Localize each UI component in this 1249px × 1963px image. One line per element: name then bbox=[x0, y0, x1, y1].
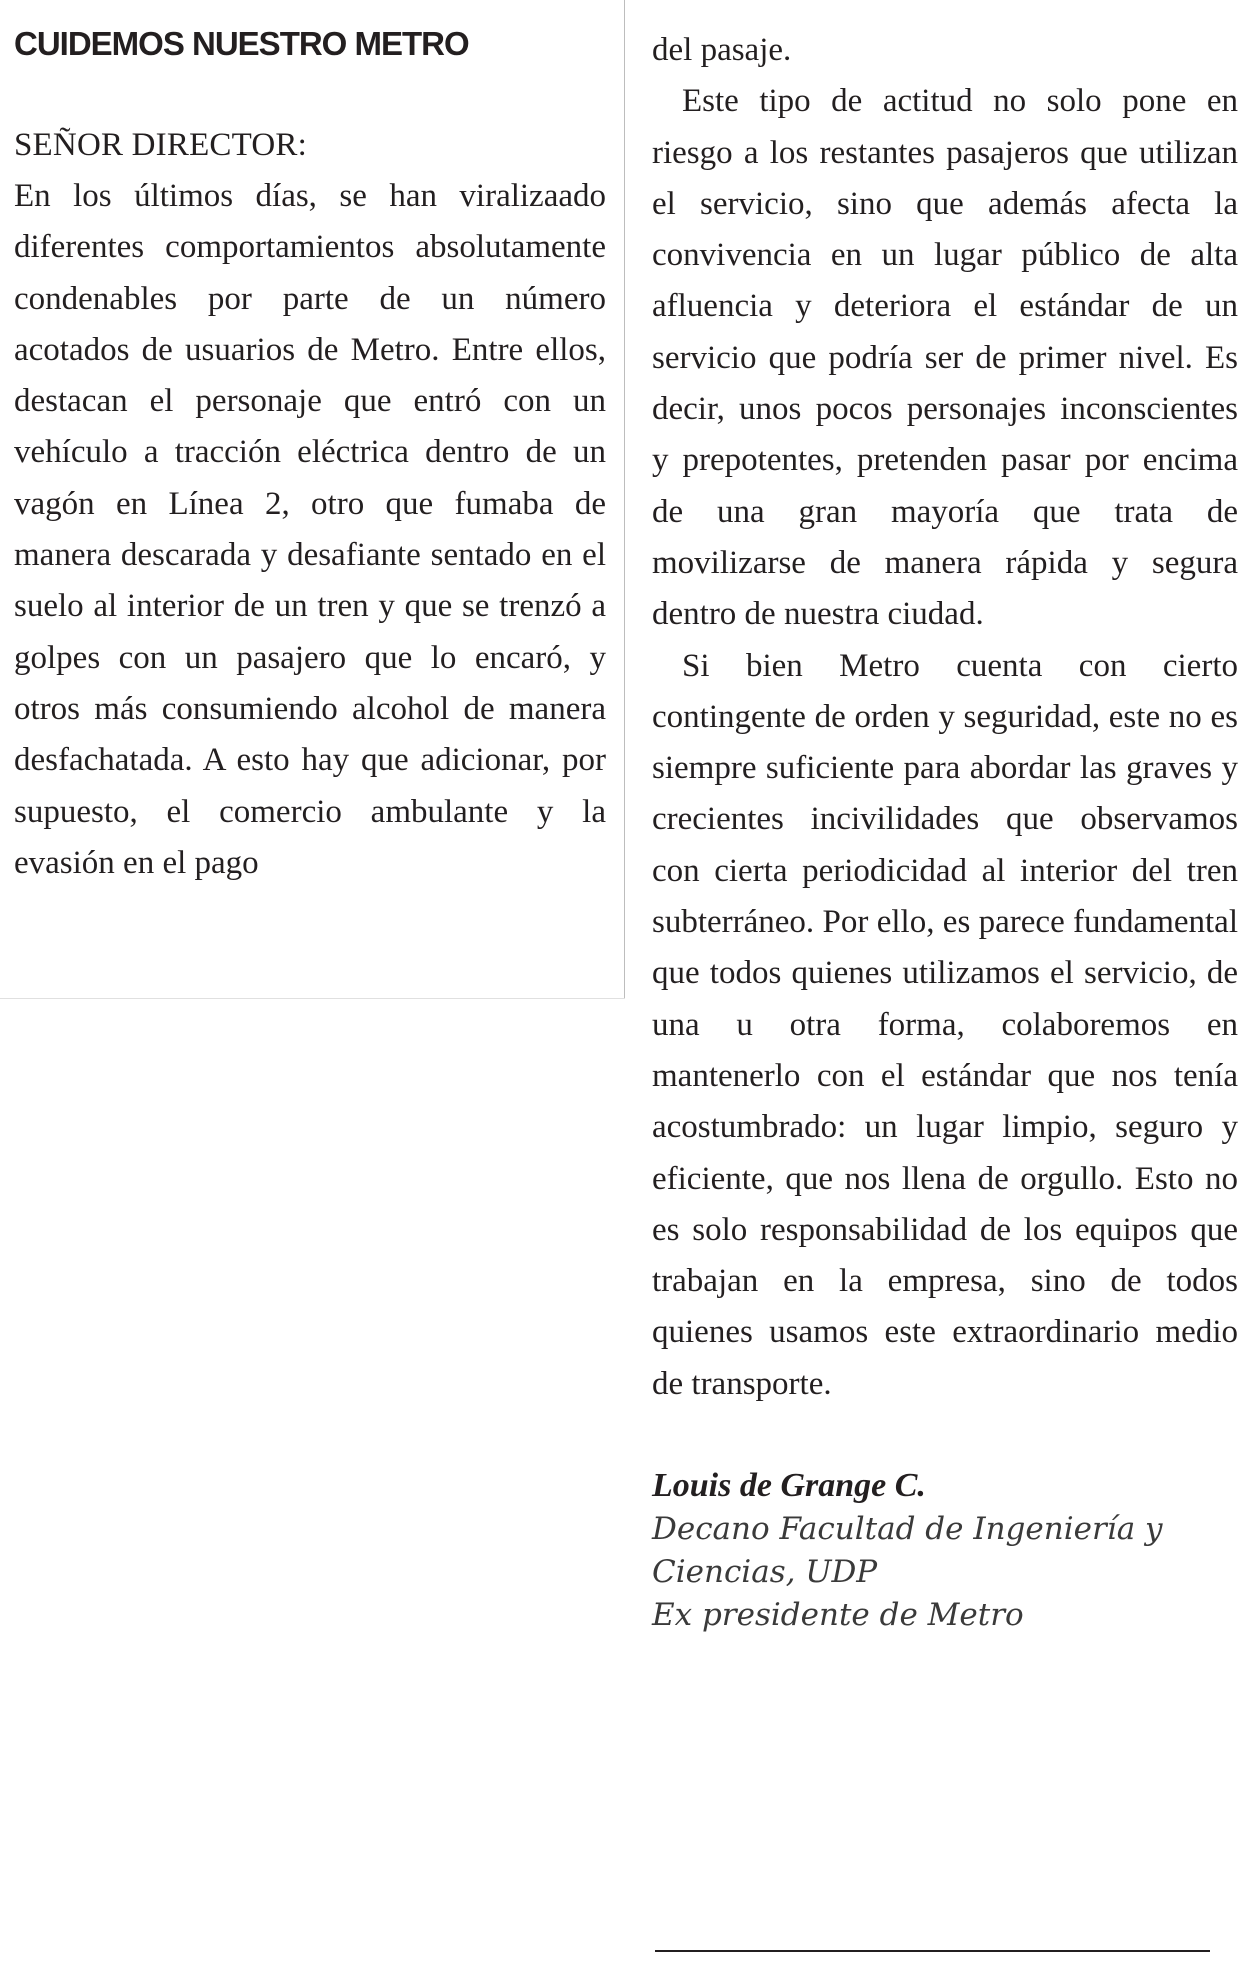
letter-body-continuation: del pasaje. bbox=[652, 32, 792, 68]
letter-signature bbox=[652, 1464, 1238, 1637]
signature-title-line-2: Ciencias, UDP bbox=[652, 1554, 878, 1591]
letter-salutation: SEÑOR DIRECTOR: bbox=[14, 127, 308, 163]
signature-title-line-1: Decano Facultad de Ingeniería y bbox=[652, 1511, 1163, 1548]
letter-paragraph-3: Si bien Metro cuenta con cierto contingente de orden y seguridad, este no es siempre suficiente para abordar las graves y crecientes incivilidades que observamos con cierta periodicidad al interior del tren subterráneo. Por ello, es parece fundamental que todos quienes utilizamos el servicio, de una u otra forma, colaboremos en mantenerlo con el estándar que nos tenía acostumbrado: un lugar limpio, seguro y eficiente, que nos llena de orgullo. Esto no es solo responsabilidad de los equipos que trabajan en la empresa, sino de todos quienes usamos este extraordinario medio de transporte. bbox=[652, 647, 1238, 1402]
right-column bbox=[652, 25, 1238, 1637]
left-column-bottom-edge bbox=[0, 998, 625, 999]
letter-headline: CUIDEMOS NUESTRO METRO bbox=[14, 25, 469, 62]
column-divider bbox=[624, 0, 625, 998]
signature-name: Louis de Grange C. bbox=[652, 1467, 926, 1505]
letter-body-part-1: En los últimos días, se han viralizaado diferentes comportamientos absolutamente condenables por parte de un número acotados de usuarios de Metro. Entre ellos, destacan el personaje que entró con un vehículo a tracción eléctrica dentro de un vagón en Línea 2, otro que fumaba de manera descarada y desafiante sentado en el suelo al interior de un tren y que se trenzó a golpes con un pasajero que lo encaró, y otros más consumiendo alcohol de manera desfachatada. A esto hay que adicionar, por supuesto, el comercio ambulante y la evasión en el pago bbox=[14, 178, 606, 881]
left-column bbox=[14, 18, 606, 889]
bottom-separator-rule bbox=[655, 1950, 1210, 1952]
signature-title-line-3: Ex presidente de Metro bbox=[652, 1597, 1024, 1634]
letter-paragraph-2: Este tipo de actitud no solo pone en riesgo a los restantes pasajeros que utilizan el servicio, sino que además afecta la convivencia en un lugar público de alta afluencia y deteriora el estándar de un servicio que podría ser de primer nivel. Es decir, unos pocos personajes inconscientes y prepotentes, pretenden pasar por encima de una gran mayoría que trata de movilizarse de manera rápida y segura dentro de nuestra ciudad. bbox=[652, 83, 1238, 633]
